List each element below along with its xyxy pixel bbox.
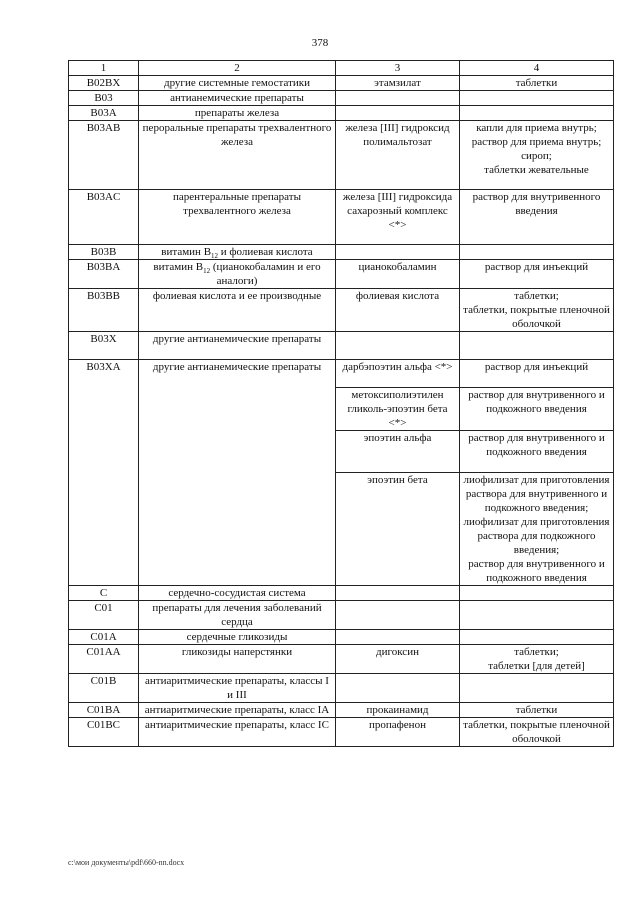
header-row <box>69 61 614 76</box>
dosage-form-cell: таблетки; таблетки, покрытые пленочной оболочкой <box>460 289 614 332</box>
dosage-form-cell <box>460 245 614 260</box>
atc-code-cell: C01 <box>69 601 139 630</box>
drug-name-cell: этамзилат <box>336 76 460 91</box>
atc-code-cell: B03XA <box>69 360 139 586</box>
drug-name-cell: фолиевая кислота <box>336 289 460 332</box>
group-name-cell: антианемические препараты <box>139 91 336 106</box>
header-cell-2: 2 <box>139 61 336 76</box>
group-name-cell: сердечно-сосудистая система <box>139 586 336 601</box>
table-row <box>69 360 614 388</box>
group-name-cell: другие системные гемостатики <box>139 76 336 91</box>
group-name-cell: препараты для лечения заболеваний сердца <box>139 601 336 630</box>
atc-code-cell: C <box>69 586 139 601</box>
dosage-form-cell <box>460 332 614 360</box>
table-row <box>69 703 614 718</box>
table-row <box>69 91 614 106</box>
dosage-form-cell: раствор для инъекций <box>460 260 614 289</box>
header-cell-1: 1 <box>69 61 139 76</box>
group-name-cell: витамин $B_{12}$ (цианокобаламин и его аналоги) <box>139 260 336 289</box>
atc-code-cell: B03BA <box>69 260 139 289</box>
dosage-form-cell <box>460 601 614 630</box>
dosage-form-cell: капли для приема внутрь; раствор для приема внутрь; сироп; таблетки жевательные <box>460 121 614 190</box>
page-number: 378 <box>311 37 329 49</box>
table-row <box>69 332 614 360</box>
table-row <box>69 190 614 245</box>
drug-name-cell <box>336 601 460 630</box>
group-name-cell: парентеральные препараты трехвалентного железа <box>139 190 336 245</box>
group-name-cell: препараты железа <box>139 106 336 121</box>
dosage-form-cell <box>460 674 614 703</box>
table-row <box>69 121 614 190</box>
group-name-cell: гликозиды наперстянки <box>139 645 336 674</box>
table-row <box>69 601 614 630</box>
table-row <box>69 245 614 260</box>
table-row <box>69 586 614 601</box>
drug-name-cell: прокаинамид <box>336 703 460 718</box>
drug-name-cell <box>336 586 460 601</box>
table-row <box>69 106 614 121</box>
group-name-cell: другие антианемические препараты <box>139 332 336 360</box>
dosage-form-cell <box>460 91 614 106</box>
dosage-form-cell <box>460 586 614 601</box>
dosage-form-cell: раствор для внутривенного и подкожного введения <box>460 431 614 473</box>
drug-name-cell <box>336 106 460 121</box>
dosage-form-cell: раствор для инъекций <box>460 360 614 388</box>
table-row <box>69 645 614 674</box>
group-name-cell: антиаритмические препараты, классы I и III <box>139 674 336 703</box>
dosage-form-cell: таблетки, покрытые пленочной оболочкой <box>460 718 614 747</box>
group-name-cell: пероральные препараты трехвалентного железа <box>139 121 336 190</box>
drug-name-cell <box>336 674 460 703</box>
group-name-cell: другие антианемические препараты <box>139 360 336 586</box>
atc-code-cell: B03 <box>69 91 139 106</box>
atc-code-cell: B03A <box>69 106 139 121</box>
atc-code-cell: B03AC <box>69 190 139 245</box>
dosage-form-cell: таблетки <box>460 76 614 91</box>
atc-code-cell: C01A <box>69 630 139 645</box>
atc-code-cell: B03B <box>69 245 139 260</box>
drug-name-cell <box>336 332 460 360</box>
drug-name-cell: эпоэтин альфа <box>336 431 460 473</box>
group-name-cell: антиаритмические препараты, класс IA <box>139 703 336 718</box>
group-name-cell: фолиевая кислота и ее производные <box>139 289 336 332</box>
table-row <box>69 289 614 332</box>
table-row <box>69 718 614 747</box>
group-name-cell: антиаритмические препараты, класс IC <box>139 718 336 747</box>
atc-code-cell: C01AA <box>69 645 139 674</box>
drug-name-cell: железа [III] гидроксид полимальтозат <box>336 121 460 190</box>
dosage-form-cell <box>460 106 614 121</box>
drug-name-cell: цианокобаламин <box>336 260 460 289</box>
drug-name-cell <box>336 630 460 645</box>
dosage-form-cell: раствор для внутривенного введения <box>460 190 614 245</box>
dosage-form-cell <box>460 630 614 645</box>
header-cell-3: 3 <box>336 61 460 76</box>
footer-file-path: c:\мои документы\pdf\660-nn.docx <box>68 858 185 867</box>
drug-name-cell <box>336 91 460 106</box>
group-name-cell: сердечные гликозиды <box>139 630 336 645</box>
dosage-form-cell: таблетки; таблетки [для детей] <box>460 645 614 674</box>
dosage-form-cell: лиофилизат для приготовления раствора для внутривенного и подкожного введения; лиофилизат для приготовления раствора для подкожного введения; раствор для внутривенного и подкожного введения <box>460 473 614 586</box>
drug-name-cell: эпоэтин бета <box>336 473 460 586</box>
header-cell-4: 4 <box>460 61 614 76</box>
dosage-form-cell: раствор для внутривенного и подкожного введения <box>460 388 614 431</box>
drug-name-cell: пропафенон <box>336 718 460 747</box>
atc-code-cell: B02BX <box>69 76 139 91</box>
table-row <box>69 630 614 645</box>
drug-name-cell: дарбэпоэтин альфа <*> <box>336 360 460 388</box>
atc-code-cell: B03X <box>69 332 139 360</box>
drug-classification-table <box>68 60 614 747</box>
drug-name-cell: дигоксин <box>336 645 460 674</box>
group-name-cell: витамин $B_{12}$ и фолиевая кислота <box>139 245 336 260</box>
atc-code-cell: B03AB <box>69 121 139 190</box>
table-row <box>69 260 614 289</box>
drug-name-cell: железа [III] гидроксида сахарозный комплекс <*> <box>336 190 460 245</box>
atc-code-cell: C01BA <box>69 703 139 718</box>
atc-code-cell: B03BB <box>69 289 139 332</box>
atc-code-cell: C01B <box>69 674 139 703</box>
drug-name-cell: метоксиполиэтилен гликоль-эпоэтин бета <*> <box>336 388 460 431</box>
table-row <box>69 76 614 91</box>
atc-code-cell: C01BC <box>69 718 139 747</box>
drug-name-cell <box>336 245 460 260</box>
dosage-form-cell: таблетки <box>460 703 614 718</box>
table-row <box>69 674 614 703</box>
